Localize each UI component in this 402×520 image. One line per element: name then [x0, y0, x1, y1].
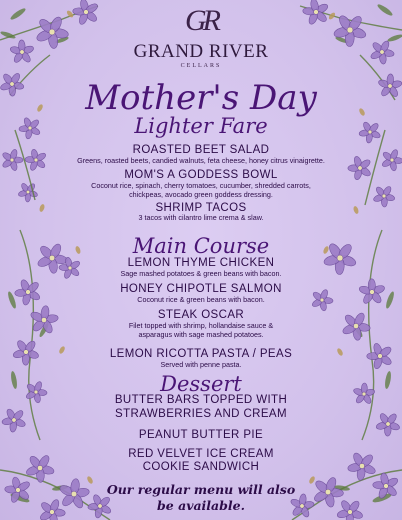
flower-center [320, 298, 324, 302]
main-course-heading: Main Course [132, 234, 270, 258]
flower-center [71, 491, 77, 497]
flower-center [49, 29, 55, 35]
flower-center [358, 166, 362, 170]
leaf [384, 371, 392, 390]
flower-center [98, 504, 102, 508]
flower-center [84, 10, 89, 15]
menu-item-description: Served with penne pasta. [160, 360, 242, 369]
menu-item-name: COOKIE SANDWICH [142, 461, 260, 473]
menu-item-description: Filet topped with shrimp, hollandaise sauce & [128, 321, 274, 330]
flower-center [50, 510, 55, 515]
flower-bud [86, 475, 94, 484]
menu-item-name: PEANUT BUTTER PIE [138, 429, 264, 441]
menu-item-name: HONEY CHIPOTLE SALMON [120, 283, 282, 295]
menu-item-name: BUTTER BARS TOPPED WITH [114, 394, 288, 406]
menu-item-description: Sage mashed potatoes & green beans with bacon. [120, 269, 282, 278]
menu-item-name: SHRIMP TACOS [155, 202, 247, 214]
flower-center [380, 50, 384, 54]
menu-item-description: Greens, roasted beets, candied walnuts, feta cheese, honey citrus vinaigrette. [77, 156, 325, 165]
flower-center [362, 392, 366, 396]
dessert-heading: Dessert [160, 372, 242, 396]
flower-center [10, 82, 14, 86]
brand-monogram-logo: GR [185, 4, 217, 37]
flower-center [34, 390, 38, 394]
menu-item-name: STEAK OSCAR [157, 309, 245, 321]
menu-item-description: Coconut rice, spinach, cherry tomatoes, cucumber, shredded carrots, [91, 181, 311, 190]
flower-center [68, 266, 72, 270]
brand-subtitle: CELLARS [180, 63, 222, 69]
lighter-fare-heading: Lighter Fare [134, 114, 268, 138]
flower-center [386, 422, 390, 426]
footer-note-line: Our regular menu will also [106, 482, 296, 497]
flower-center [41, 317, 46, 322]
menu-title: Mother's Day [85, 78, 317, 118]
flower-center [16, 488, 21, 493]
flower-bud [39, 203, 46, 212]
menu-item-description: chickpeas, avocado green goddess dressing. [129, 190, 273, 199]
flower-center [382, 194, 386, 198]
leaf [376, 3, 394, 17]
flower-center [378, 354, 383, 359]
flower-bud [322, 245, 329, 254]
flower-center [390, 158, 394, 162]
flower-center [359, 463, 364, 468]
flower-center [388, 84, 392, 88]
flower-center [370, 290, 375, 295]
flower-center [314, 10, 319, 15]
footer-note-line: be available. [157, 498, 245, 513]
flower-center [368, 130, 372, 134]
stem [362, 230, 382, 440]
flower-center [12, 418, 16, 422]
stem [20, 230, 40, 440]
flower-center [28, 126, 32, 130]
menu-item-name: ROASTED BEET SALAD [132, 144, 270, 156]
menu-item-name: LEMON THYME CHICKEN [127, 257, 275, 269]
flower-center [20, 50, 24, 54]
menu-item-description: asparagus with sage mashed potatoes. [138, 330, 264, 339]
flower-center [353, 323, 358, 328]
flower-center [347, 27, 353, 33]
flower-center [337, 255, 343, 261]
flower-center [34, 158, 38, 162]
flower-bud [353, 205, 360, 214]
brand-name: GRAND RIVER [133, 41, 269, 62]
menu-item-description: Coconut rice & green beans with bacon. [137, 295, 265, 304]
flower-center [26, 190, 30, 194]
menu-item-description: 3 tacos with cilantro lime crema & slaw. [138, 213, 264, 222]
flower-center [384, 484, 389, 489]
flower-center [325, 489, 331, 495]
menu-item-name: MOM'S A GODDESS BOWL [124, 169, 278, 181]
flower-center [10, 158, 14, 162]
flower-center [348, 510, 353, 515]
flower-bud [358, 107, 366, 116]
leaf [387, 33, 402, 43]
menu-item-name: LEMON RICOTTA PASTA / PEAS [109, 348, 293, 360]
flower-bud [75, 245, 82, 254]
leaf [385, 291, 396, 310]
flower-center [26, 290, 31, 295]
flower-bud [58, 345, 66, 354]
flower-center [300, 504, 304, 508]
flower-center [49, 255, 55, 261]
flower-bud [36, 103, 44, 112]
menu-item-name: RED VELVET ICE CREAM [128, 448, 274, 460]
flower-center [37, 465, 42, 470]
menu-item-name: STRAWBERRIES AND CREAM [115, 408, 287, 420]
leaf [9, 7, 27, 21]
flower-center [24, 350, 29, 355]
flower-bud [308, 475, 316, 484]
flower-bud [336, 347, 344, 356]
leaf [10, 371, 18, 390]
